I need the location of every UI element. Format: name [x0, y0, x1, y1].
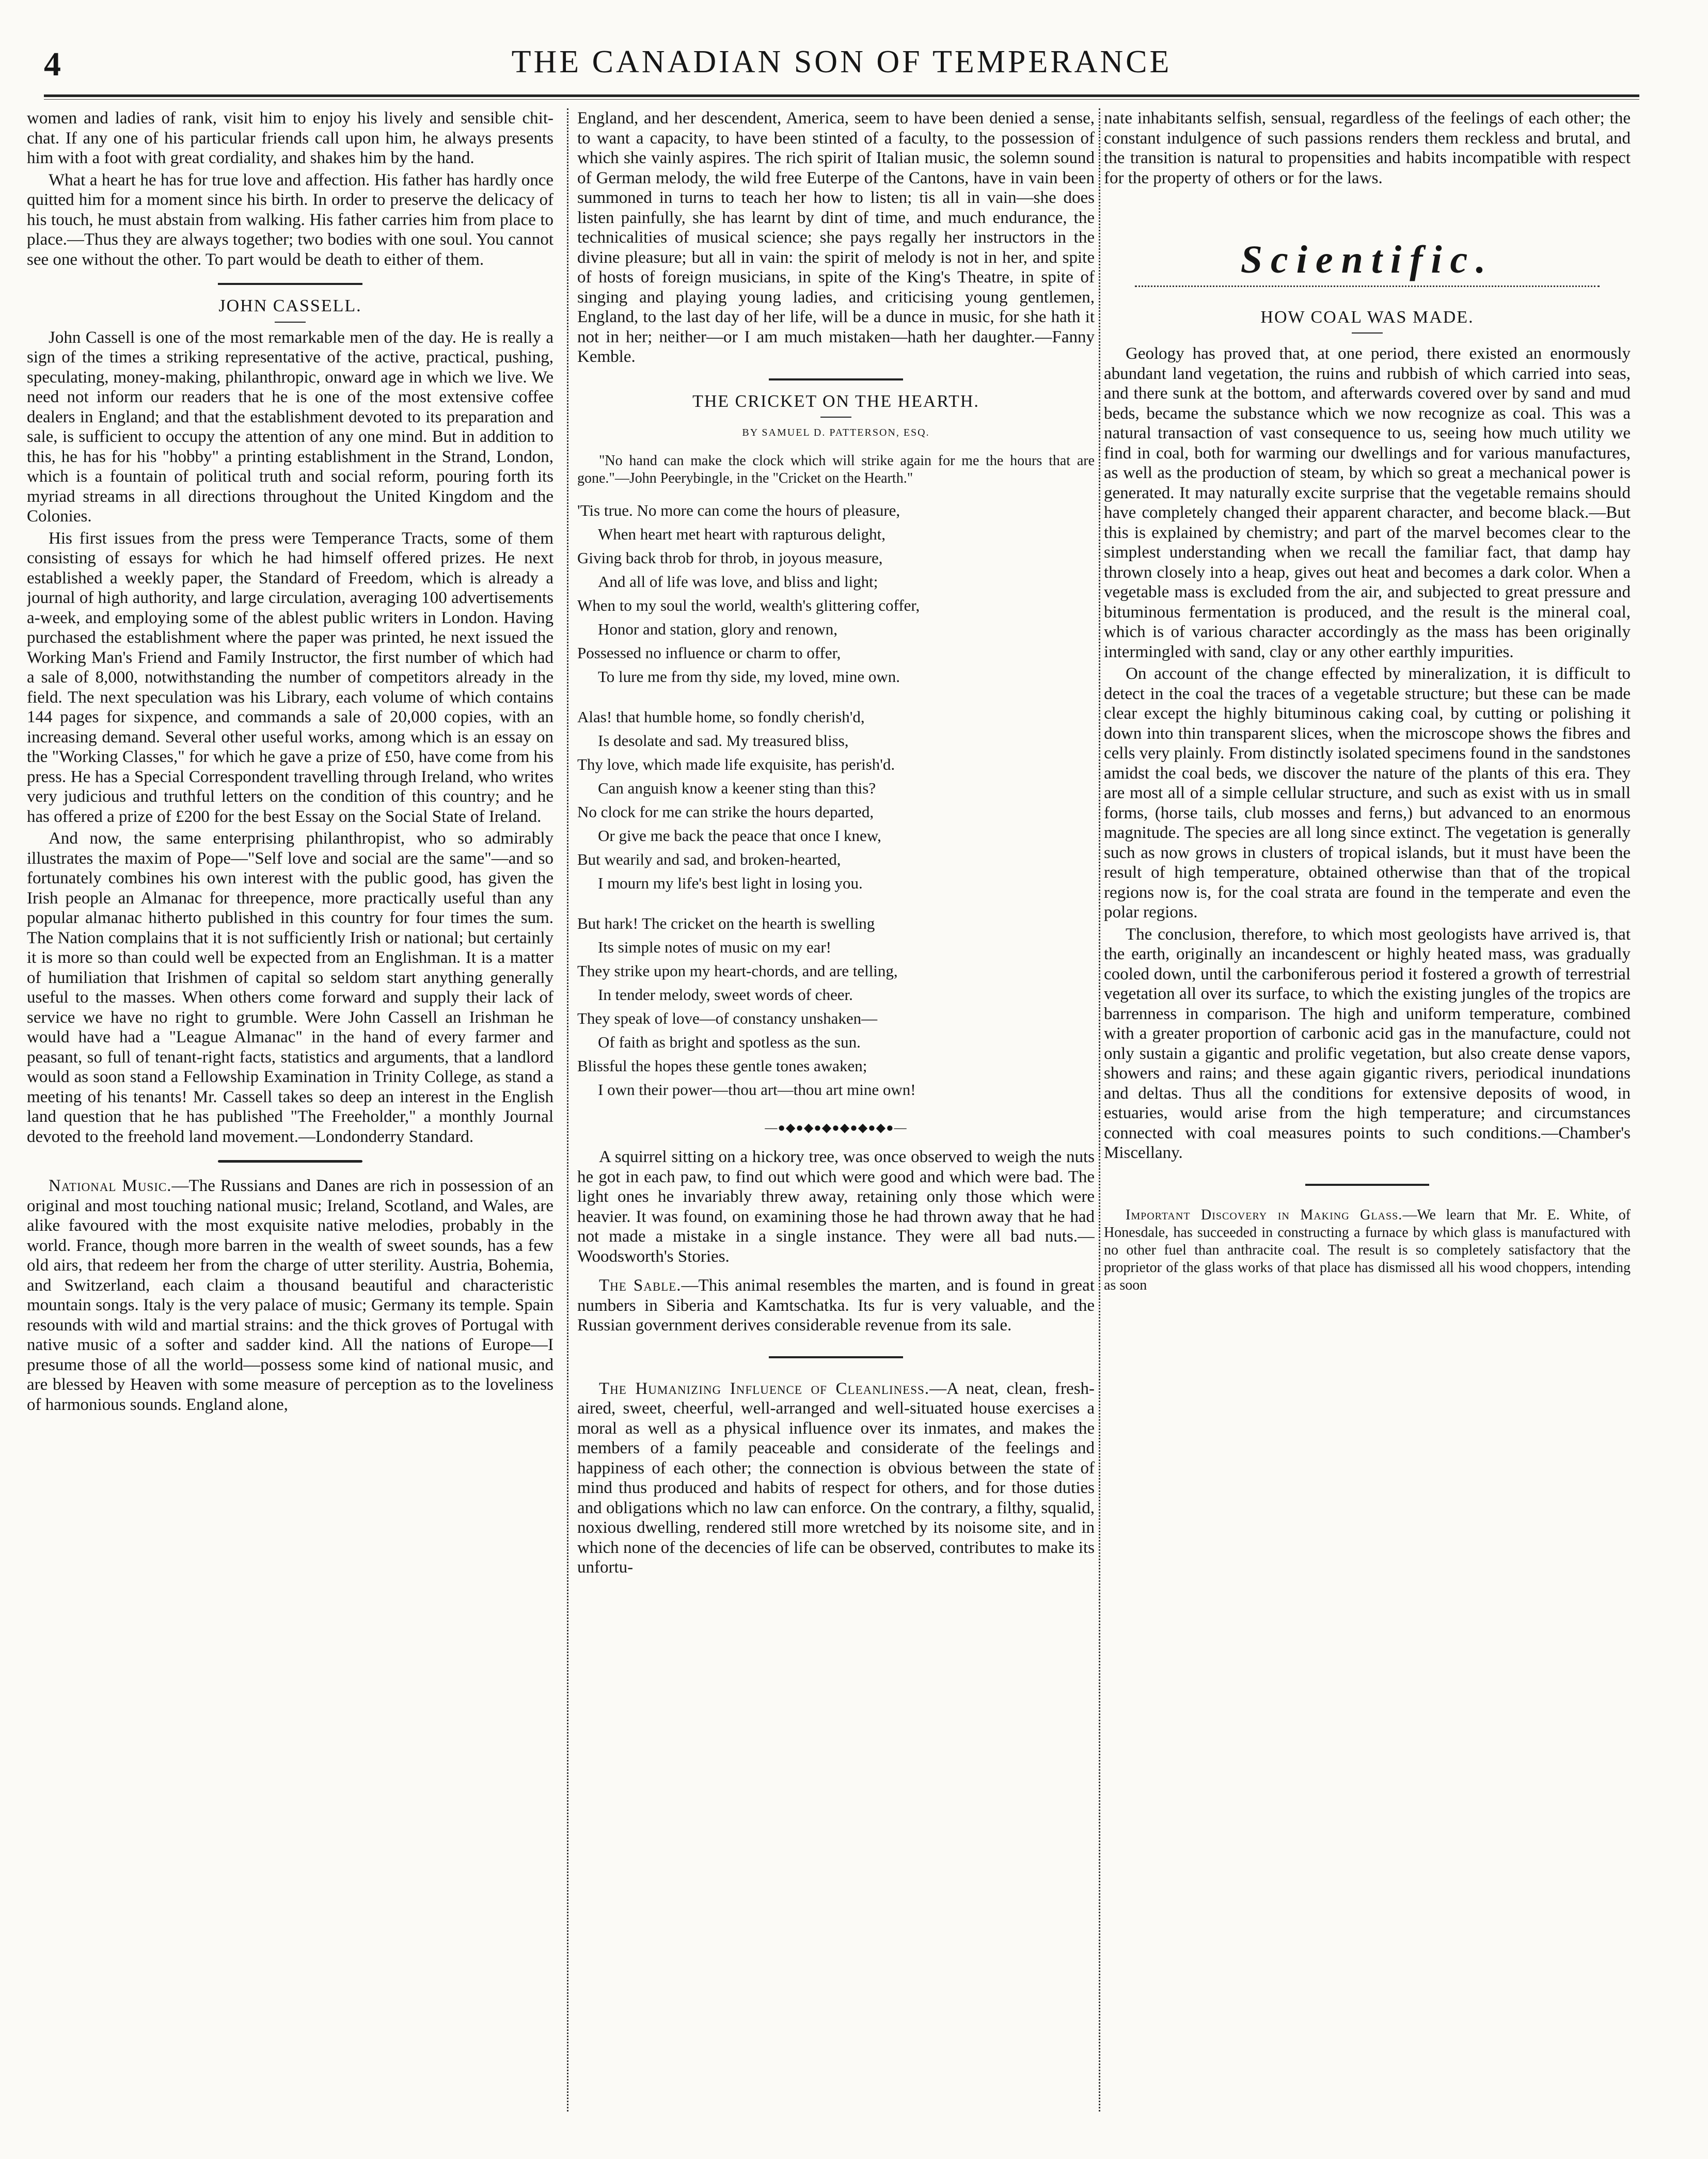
article-title: HOW COAL WAS MADE.: [1260, 307, 1474, 327]
ornament-rule: —●◆●◆●◆●◆●◆●◆●—: [765, 1121, 907, 1135]
poem-line: I own their power—thou art—thou art mine own!: [598, 1080, 916, 1099]
run-in-head: Important Discovery in Making Glass.: [1126, 1206, 1403, 1223]
poem-line: In tender melody, sweet words of cheer.: [598, 985, 853, 1004]
separator: [769, 378, 903, 380]
page-number: 4: [44, 45, 61, 83]
separator: [218, 283, 362, 285]
poem-line: Thy love, which made life exquisite, has perish'd.: [577, 755, 895, 773]
separator: [218, 1160, 362, 1163]
poem-line: Honor and station, glory and renown,: [598, 620, 838, 638]
title-dash: [275, 322, 306, 323]
column-2: [577, 108, 1095, 2117]
poem-line: Giving back throb for throb, in joyous measure,: [577, 548, 883, 567]
article-paragraph: And now, the same enterprising philanthropist, who so admirably illustrates the maxim of Pope—"Self love and social are the same"—and so fortunately combines his own interest with the public good, has given the Irish people an Almanac for threepence, more practically useful than any popular almanac hitherto published in this country for four times the sum. The Nation complains that it is not sufficiently Irish or national; but certainly it is more so than could well be expected from an Englishman. It is a matter of humiliation that Irishmen of capital so seldom start anything generally useful to the masses. When others come forward and supply their lack of service we have no right to grumble. Were John Cassell an Irishman he would have had a "League Almanac" in the hand of every farmer and peasant, so full of tenant-right facts, statistics and arguments, that a landlord would as soon stand a Fellowship Examination in Trinity College, as stand a meeting of his tenants! Mr. Cassell takes so deep an interest in the English land question that he has published "The Freeholder," a monthly Journal devoted to the freehold land movement.—Londonderry Standard.: [27, 829, 553, 1146]
article-paragraph: women and ladies of rank, visit him to enjoy his lively and sensible chit-chat. If any one of his particular friends call upon him, he always presents him with a foot with great cordiality, and shakes him by the hand.: [27, 109, 553, 167]
poem-line: Is desolate and sad. My treasured bliss,: [598, 731, 849, 750]
run-in-head: National Music.: [49, 1177, 172, 1195]
run-in-head: The Humanizing Influence of Cleanliness.: [599, 1379, 930, 1398]
run-in-text: —A neat, clean, fresh-aired, sweet, cheerful, well-arranged and well-situated house exercises a moral as well as a physical influence over its inmates, and makes the members of a family peaceable and considerate of the feelings and happiness of each other; the connection is obvious between the state of mind thus produced and habits of respect for others, and for those duties and obligations which no law can enforce. On the contrary, a filthy, squalid, noxious dwelling, rendered still more wretched by its noisome site, and in which none of the decencies of life can be observed, contributes to make its unfortu-: [577, 1379, 1095, 1577]
run-in-text: —We learn that Mr. E. White, of Honesdale, has succeeded in constructing a furnace by which glass is manufactured with no other fuel than anthracite coal. The result is so completely satisfactory that the proprietor of the glass works of that place has dismissed all his wood choppers, intending as soon: [1104, 1206, 1631, 1293]
poem-line: And all of life was love, and bliss and light;: [598, 572, 878, 591]
article-title: JOHN CASSELL.: [218, 296, 362, 315]
separator: [1305, 1184, 1429, 1186]
column-1: [27, 108, 553, 2117]
poem-line: When to my soul the world, wealth's glittering coffer,: [577, 596, 920, 614]
column-3: [1104, 108, 1631, 2117]
article-paragraph: nate inhabitants selfish, sensual, regardless of the feelings of each other; the constant indulgence of such passions renders them reckless and brutal, and the transition is natural to propensities and habits incompatible with respect for the property of others or for the laws.: [1104, 109, 1631, 187]
poem-line: Blissful the hopes these gentle tones awaken;: [577, 1056, 867, 1075]
article-paragraph: [577, 1379, 1095, 1578]
poem-line: Alas! that humble home, so fondly cherish'd,: [577, 707, 865, 726]
header-rule-thin: [44, 99, 1639, 100]
run-in-text: —This animal resembles the marten, and is found in great numbers in Siberia and Kamtschatka. Its fur is very valuable, and the Russian government derives considerable revenue from its sale.: [577, 1276, 1095, 1335]
poem-line: When heart met heart with rapturous delight,: [598, 525, 885, 543]
article-paragraph: England, and her descendent, America, seem to have been denied a sense, to want a capacity, to have been stinted of a faculty, to the possession of which she vainly aspires. The rich spirit of Italian music, the solemn sound of German melody, the wild free Euterpe of the Cantons, have in vain been summoned in turns to teach her how to listen; tis all in vain—she does listen painfully, she has learnt by dint of time, and much endurance, the technicalities of musical science; she pays regally her instructors in the divine pleasure; but all in vain: the spirit of melody is not in her, and spite of hosts of foreign musicians, in spite of the King's Theatre, in spite of singing and playing young ladies, and criticising young gentlemen, England, to the last day of her life, will be a dunce in music, for she hath it not in her; neither—or I am much mistaken—hath her daughter.—Fanny Kemble.: [577, 109, 1095, 366]
title-dash: [820, 417, 851, 418]
article-paragraph: What a heart he has for true love and affection. His father has hardly once quitted him for a moment since his birth. In order to preserve the delicacy of his touch, he must abstain from walking. His father carries him from place to place.—Thus they are always together; two bodies with one soul. You cannot see one without the other. To part would be death to either of them.: [27, 170, 553, 269]
poem-line: They speak of love—of constancy unshaken—: [577, 1009, 878, 1027]
run-in-head: The Sable.: [599, 1276, 682, 1295]
header-rule: [44, 94, 1639, 97]
poem-line: They strike upon my heart-chords, and are telling,: [577, 961, 898, 980]
poem-line: I mourn my life's best light in losing you.: [598, 874, 863, 892]
masthead-title: THE CANADIAN SON OF TEMPERANCE: [511, 44, 1172, 80]
poem-stanza: [577, 912, 1095, 1102]
poem-line: No clock for me can strike the hours departed,: [577, 802, 874, 821]
section-rule: [1135, 285, 1600, 287]
article-paragraph: On account of the change effected by mineralization, it is difficult to detect in the coal the traces of a vegetable structure; but these can be made clear except the highly bituminous caking coal, by cutting or polishing it down into thin transparent slices, when the microscope shows the fibres and cells very plainly. From distinctly isolated specimens found in the sandstones amidst the coal beds, we discover the nature of the plants of this era. They are most all of a simple cellular structure, and such as exist with us in small forms, (horse tails, club mosses and ferns,) but advanced to an enormous magnitude. The species are all long since extinct. The vegetation is generally such as now grows in clusters of tropical islands, but it must have been the result of high temperature, obtained otherwise than that of the tropical regions now is, for the coal strata are found in the temperate and even the polar regions.: [1104, 664, 1631, 922]
title-dash: [1352, 332, 1383, 334]
article-paragraph: [27, 1176, 553, 1415]
poem-line: Can anguish know a keener sting than this?: [598, 779, 876, 797]
poem-line: To lure me from thy side, my loved, mine own.: [598, 667, 900, 686]
poem-line: Its simple notes of music on my ear!: [598, 938, 831, 956]
page-header: [44, 44, 1639, 101]
article-paragraph: His first issues from the press were Temperance Tracts, some of them consisting of essays for which he had himself offered prizes. He next established a weekly paper, the Standard of Freedom, which is already a journal of high authority, and large circulation, averaging 100 advertisements a-week, and employing some of the ablest public writers in London. Having purchased the establishment where the paper was printed, he next issued the Working Man's Friend and Family Instructor, the first number of which had a sale of 8,000, notwithstanding the number of competitors already in the field. The next speculation was his Library, each volume of which contains 144 pages for sixpence, and commands a sale of 20,000 copies, with an increasing demand. Several other useful works, among which is an essay on the "Working Classes," for which he gave a prize of £50, have come from his press. He has a Special Correspondent travelling through Ireland, who writes very judicious and truthful letters on the condition of this country; and he has offered a prize of £200 for the best Essay on the Social State of Ireland.: [27, 529, 553, 826]
poem-line: Or give me back the peace that once I knew,: [598, 826, 881, 845]
run-in-text: —The Russians and Danes are rich in possession of an original and most touching national music; Ireland, Scotland, and Wales, are alike favoured with the most exquisite native melodies, probably in the world. France, though more barren in the wealth of sweet sounds, has a few old airs, that redeem her from the charge of utter sterility. Austria, Bohemia, and Switzerland, each claim a thousand beautiful and characteristic mountain songs. Italy is the very palace of music; Germany its temple. Spain resounds with wild and martial strains: and the thick groves of Portugal with native music of a softer and sadder kind. All the nations of Europe—I presume those of all the world—possess some kind of national music, and are blessed by Heaven with some measure of perception as to the loveliness of harmonious sounds. England alone,: [27, 1177, 553, 1414]
column-divider: [567, 108, 568, 2112]
poem-title: THE CRICKET ON THE HEARTH.: [692, 391, 979, 411]
article-paragraph: [1104, 1206, 1631, 1294]
poem-byline: BY SAMUEL D. PATTERSON, ESQ.: [742, 427, 930, 438]
separator: [769, 1356, 903, 1358]
article-paragraph: [577, 1276, 1095, 1336]
poem-stanza: [577, 499, 1095, 689]
section-heading: Scientific.: [1240, 238, 1494, 281]
article-paragraph: A squirrel sitting on a hickory tree, was once observed to weigh the nuts he got in each paw, to find out which were good and which were bad. The light ones he invariably threw away, retaining only those which were heavier. It was found, on examining those he had thrown away that he had not made a mistake in a single instance. They were all bad nuts.—Woodsworth's Stories.: [577, 1148, 1095, 1266]
poem-stanza: [577, 705, 1095, 895]
article-paragraph: The conclusion, therefore, to which most geologists have arrived is, that the earth, originally an incandescent or highly heated mass, was gradually cooled down, until the carboniferous period it fostered a growth of terrestrial vegetation all over its surface, to which the existing jungles of the tropics are barrenness in comparison. The high and uniform temperature, combined with a greater proportion of carbonic acid gas in the manufacture, could not only sustain a gigantic and prolific vegetation, but also create dense vapors, showers and rains; and these again gigantic rivers, periodical inundations and deltas. Thus all the conditions for extensive deposits of wood, in estuaries, would arise from the high temperature; and circumstances connected with coal measures points to such conditions.—Chamber's Miscellany.: [1104, 925, 1631, 1162]
column-divider: [1099, 108, 1100, 2112]
poem-line: But wearily and sad, and broken-hearted,: [577, 850, 841, 868]
article-paragraph: Geology has proved that, at one period, there existed an enormously abundant land vegetation, the ruins and rubbish of which carried into seas, and there sunk at the bottom, and afterwards covered over by sand and mud beds, became the substance which we now recognize as coal. This was a natural transaction of vast consequence to us, seeing how much utility we find in coal, both for warming our dwellings and for various manufactures, as well as the production of steam, by which so great a mechanical power is generated. It may naturally excite surprise that the vegetable remains should have completely changed their apparent character, and become black.—But this is explained by chemistry; and part of the marvel becomes clear to the simplest understanding when we recall the familiar fact, that damp hay thrown closely into a heap, gives out heat and becomes a dark color. When a vegetable mass is excluded from the air, and subjected to great pressure and bituminous fermentation is produced, and the result is the mineral coal, which is of various character accordingly as the mass has been originally intermingled with sand, clay or any other earthly impurities.: [1104, 344, 1631, 661]
poem-line: Of faith as bright and spotless as the sun.: [598, 1033, 861, 1051]
poem-line: Possessed no influence or charm to offer,: [577, 643, 841, 662]
poem-line: But hark! The cricket on the hearth is swelling: [577, 914, 875, 932]
article-paragraph: John Cassell is one of the most remarkable men of the day. He is really a sign of the times a striking representative of the active, practical, pushing, speculating, money-making, philanthropic, onward age in which we live. We need not inform our readers that he is one of the most extensive coffee dealers in England; and that the establishment devoted to its preparation and sale, is sufficient to occupy the attention of any one mind. But in addition to this, he has for his "hobby" a printing establishment in the Strand, London, which is a fountain of political truth and social reform, pouring forth its myriad streams in all directions throughout the United Kingdom and the Colonies.: [27, 328, 553, 526]
poem-line: 'Tis true. No more can come the hours of pleasure,: [577, 501, 900, 519]
poem-epigraph: "No hand can make the clock which will strike again for me the hours that are gone."—John Peerybingle, in the "Cricket on the Hearth.": [577, 452, 1095, 486]
